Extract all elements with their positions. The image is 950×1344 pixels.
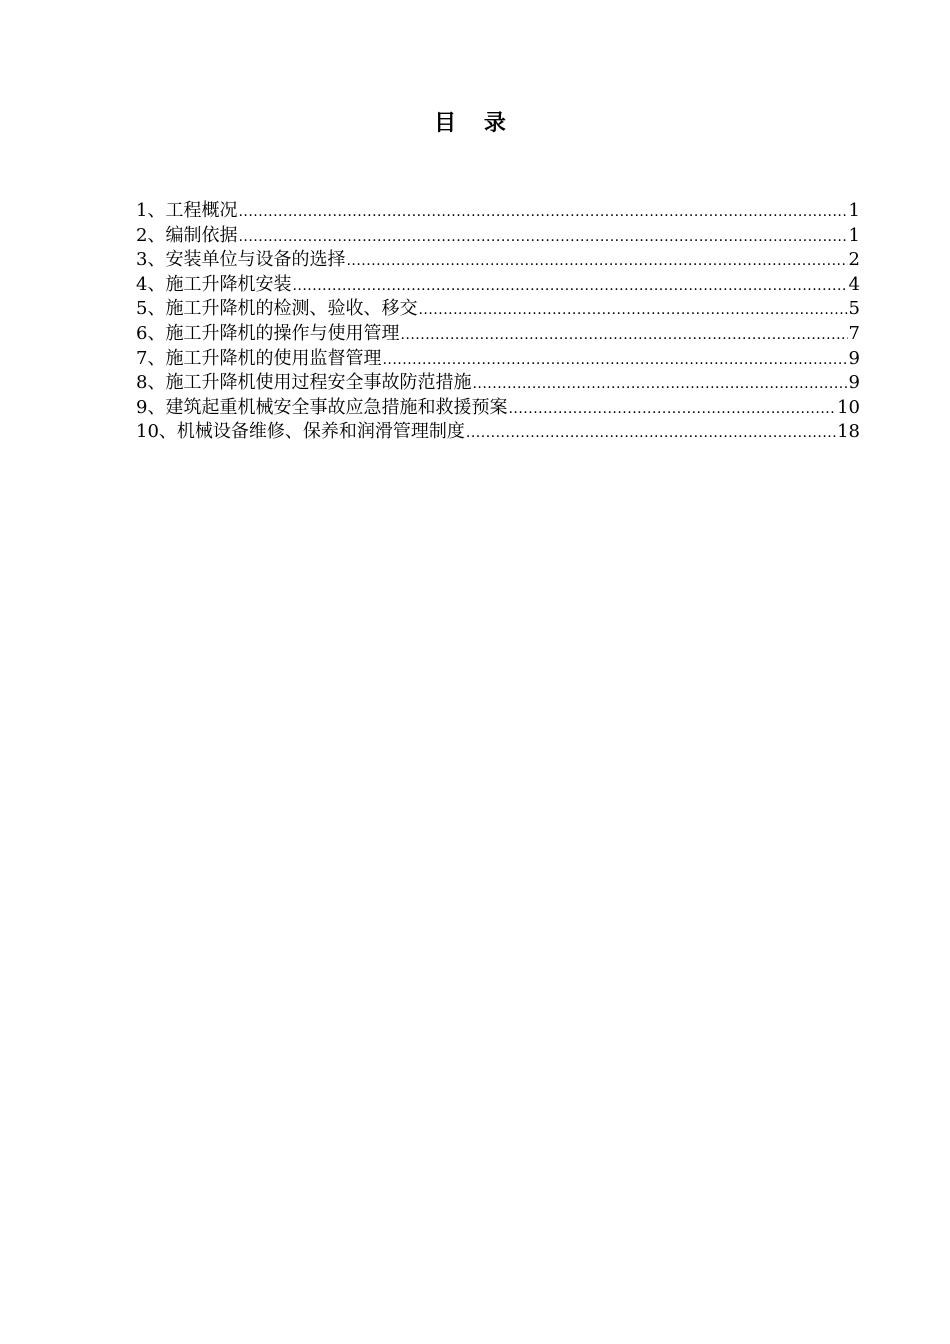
toc-entry[interactable] <box>136 396 860 421</box>
toc-page-number: 10 <box>837 396 860 418</box>
toc-entry[interactable] <box>136 322 860 347</box>
toc-entry[interactable] <box>136 347 860 372</box>
toc-page-number: 2 <box>848 249 860 271</box>
toc-entry-label: 3、安装单位与设备的选择 <box>136 249 346 271</box>
toc-page-number: 1 <box>848 224 860 246</box>
toc-entry-label: 2、编制依据 <box>136 224 238 246</box>
toc-page-number: 18 <box>837 421 860 443</box>
toc-dot-leader <box>238 200 847 225</box>
toc-entry-label: 10、机械设备维修、保养和润滑管理制度 <box>136 421 465 443</box>
toc-page-number: 1 <box>848 200 860 221</box>
toc-entry[interactable] <box>136 224 860 249</box>
toc-page-number: 9 <box>848 372 860 394</box>
toc-entry-label: 9、建筑起重机械安全事故应急措施和救援预案 <box>136 396 508 418</box>
toc-dot-leader <box>238 225 847 250</box>
toc-page-number: 5 <box>848 298 860 320</box>
toc-dot-leader <box>382 348 847 373</box>
toc-page-number: 4 <box>848 273 860 295</box>
toc-entry-label: 1、工程概况 <box>136 200 238 221</box>
page-title: 目 录 <box>434 111 516 136</box>
toc-dot-leader <box>292 274 847 299</box>
toc-dot-leader <box>400 323 847 348</box>
toc-dot-leader <box>418 298 847 323</box>
table-of-contents <box>136 199 860 445</box>
toc-dot-leader <box>466 421 836 446</box>
toc-entry-label: 4、施工升降机安装 <box>136 273 292 295</box>
toc-entry[interactable] <box>136 273 860 298</box>
toc-dot-leader <box>346 249 847 274</box>
toc-entry-label: 5、施工升降机的检测、验收、移交 <box>136 298 418 320</box>
toc-entry-label: 6、施工升降机的操作与使用管理 <box>136 322 400 344</box>
toc-page-number: 9 <box>848 347 860 369</box>
toc-dot-leader <box>508 397 836 422</box>
toc-entry[interactable] <box>136 199 860 224</box>
toc-dot-leader <box>472 372 847 397</box>
toc-entry[interactable] <box>136 420 860 445</box>
toc-entry[interactable] <box>136 371 860 396</box>
toc-entry-label: 8、施工升降机使用过程安全事故防范措施 <box>136 372 472 394</box>
toc-page-number: 7 <box>848 322 860 344</box>
toc-entry[interactable] <box>136 297 860 322</box>
toc-entry-label: 7、施工升降机的使用监督管理 <box>136 347 382 369</box>
toc-entry[interactable] <box>136 248 860 273</box>
